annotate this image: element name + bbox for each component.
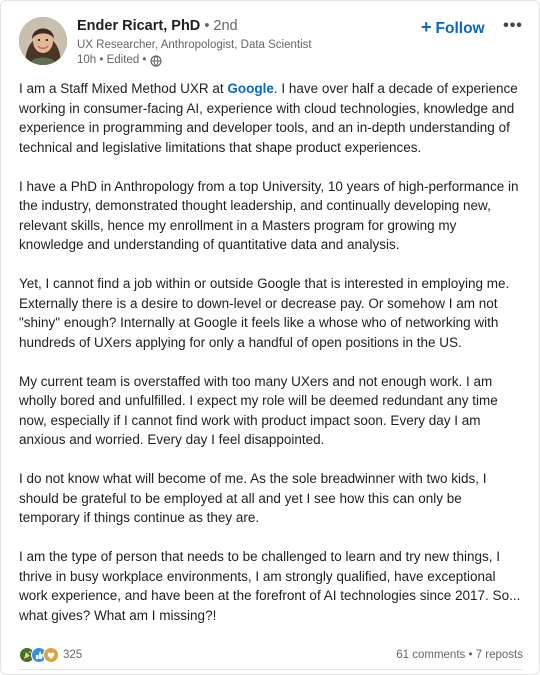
- reactions-summary[interactable]: [19, 647, 82, 663]
- reaction-count: 325: [63, 649, 83, 661]
- post-timestamp: 10h • Edited •: [77, 54, 147, 66]
- company-mention-link[interactable]: Google: [227, 81, 274, 96]
- post-paragraph: Yet, I cannot find a job within or outside Google that is interested in employing me. Externally there is a desire to down-level or decrease pay. Or somehow I am not "shiny" enough? Internally at Google it feels like a whose who of networking with hundreds of UXers applying for only a handful of open positions in the US.: [19, 276, 510, 350]
- post-footer: [19, 645, 523, 665]
- paragraph-text: I am a Staff Mixed Method UXR at: [19, 81, 228, 96]
- post-body: [19, 79, 523, 645]
- post-paragraph: I have a PhD in Anthropology from a top University, 10 years of high-performance in the industry, demonstrated thought leadership, and continually developing new, relevant skills, hence my enrollment in a Masters program for growing my knowledge and understanding of quantitative data and analysis.: [19, 178, 519, 252]
- author-avatar[interactable]: [19, 17, 67, 65]
- follow-button[interactable]: [421, 17, 485, 37]
- post-time-line: [77, 53, 397, 68]
- paragraph-text: . I have over half a decade of experience working in consumer-facing AI, experience with cloud technologies, knowledge and experience in programming and developer tools, and an in-depth understanding of technical and legislative limitations that shape product experiences.: [19, 81, 518, 155]
- author-name-line: [77, 17, 397, 35]
- author-headline: UX Researcher, Anthropologist, Data Scientist: [77, 39, 312, 51]
- more-options-icon[interactable]: •••: [503, 17, 523, 34]
- post-paragraph: [19, 79, 523, 157]
- connection-degree: • 2nd: [204, 18, 238, 34]
- post-paragraph: My current team is overstaffed with too many UXers and not enough work. I am wholly bored and unfulfilled. I expect my role will be deemed redundant any time now, especially if I cannot find work with product impact soon. Every day I am anxious and worried. Every day I feel disappointed.: [19, 373, 498, 447]
- plus-icon: +: [421, 17, 432, 37]
- author-name[interactable]: Ender Ricart, PhD: [77, 18, 201, 34]
- footer-divider: [19, 669, 523, 670]
- support-icon: [43, 647, 59, 663]
- author-meta: [77, 17, 397, 68]
- follow-label: Follow: [435, 20, 485, 37]
- comments-reposts-count[interactable]: 61 comments • 7 reposts: [396, 649, 523, 661]
- post-paragraph: I am the type of person that needs to be challenged to learn and try new things, I thrive in busy workplace environments, I am strongly qualified, have exceptional work experience, and have been at the forefront of AI technologies since 2017. So... what gives? What am I missing?!: [19, 549, 521, 623]
- post-header: [19, 17, 529, 73]
- post-paragraph: I do not know what will become of me. As the sole breadwinner with two kids, I should be grateful to be employed at all and yet I see how this can only be temporary if things continue as they are.: [19, 471, 487, 525]
- globe-icon: [150, 55, 162, 67]
